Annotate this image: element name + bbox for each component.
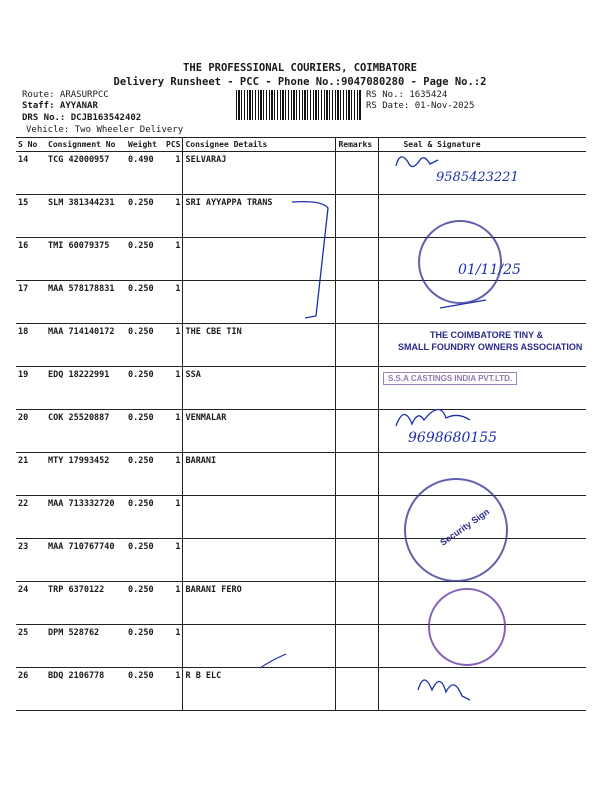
row-consignee: SELVARAJ [183,152,336,195]
row-weight: 0.250 [126,367,164,410]
row-weight: 0.250 [126,668,164,711]
stamp-tiny-line2: SMALL FOUNDRY OWNERS ASSOCIATION [398,342,583,352]
col-consignment: Consignment No [46,138,126,152]
handwritten-phone-2: 9698680155 [408,430,498,446]
signature-stroke [396,409,470,426]
row-consignee: VENMALAR [183,410,336,453]
row-weight: 0.490 [126,152,164,195]
vehicle-label: Vehicle: Two Wheeler Delivery [26,125,184,135]
row-consignee: BARANI [183,453,336,496]
row-sno: 25 [16,625,46,668]
row-weight: 0.250 [126,496,164,539]
row-consignment: MAA 578178831 [46,281,126,324]
handwritten-date: 01/11/25 [458,262,521,278]
row-pcs: 1 [164,152,183,195]
runsheet-subtitle: Delivery Runsheet - PCC - Phone No.:9047080280 - Page No.:2 [113,76,487,88]
drs-label: DRS No.: DCJB163542402 [22,113,142,123]
col-sno: S No [16,138,46,152]
row-sno: 15 [16,195,46,238]
row-pcs: 1 [164,238,183,281]
row-consignment: BDQ 2106778 [46,668,126,711]
row-sno: 14 [16,152,46,195]
row-pcs: 1 [164,410,183,453]
row-consignee: SRI AYYAPPA TRANS [183,195,336,238]
rs-number: RS No.: 1635424 [366,90,448,100]
row-consignment: MAA 714140172 [46,324,126,367]
row-weight: 0.250 [126,539,164,582]
row-weight: 0.250 [126,324,164,367]
row-pcs: 1 [164,539,183,582]
row-consignment: DPM 528762 [46,625,126,668]
row-consignee: BARANI FERO [183,582,336,625]
company-title: THE PROFESSIONAL COURIERS, COIMBATORE [183,62,417,74]
row-weight: 0.250 [126,195,164,238]
row-pcs: 1 [164,625,183,668]
row-sno: 24 [16,582,46,625]
signature-stroke [418,680,470,700]
row-consignment: TCG 42000957 [46,152,126,195]
rs-date: RS Date: 01-Nov-2025 [366,101,475,111]
row-consignment: EDQ 18222991 [46,367,126,410]
row-consignment: MTY 17993452 [46,453,126,496]
bracket-stroke [292,202,328,318]
handwritten-phone-1: 9585423221 [436,170,519,185]
row-pcs: 1 [164,281,183,324]
row-pcs: 1 [164,496,183,539]
row-sno: 18 [16,324,46,367]
row-pcs: 1 [164,453,183,496]
stamp-ssa: S.S.A CASTINGS INDIA PVT.LTD. [383,372,517,385]
staff-label: Staff: AYYANAR [22,101,98,111]
round-stamp [428,588,506,666]
row-sno: 20 [16,410,46,453]
col-pcs: PCS [164,138,183,152]
row-weight: 0.250 [126,453,164,496]
row-pcs: 1 [164,195,183,238]
row-consignment: TRP 6370122 [46,582,126,625]
row-consignment: MAA 710767740 [46,539,126,582]
row-weight: 0.250 [126,625,164,668]
route-label: Route: ARASURPCC [22,90,109,100]
row-pcs: 1 [164,324,183,367]
row-sno: 16 [16,238,46,281]
row-sno: 19 [16,367,46,410]
stamp-tiny-line1: THE COIMBATORE TINY & [430,330,544,340]
mark-stroke [260,654,286,668]
row-pcs: 1 [164,582,183,625]
row-sno: 17 [16,281,46,324]
row-sno: 21 [16,453,46,496]
col-remarks: Remarks [336,138,379,152]
row-consignment: MAA 713332720 [46,496,126,539]
row-sno: 23 [16,539,46,582]
round-stamp [418,220,502,304]
row-consignment: COK 25520887 [46,410,126,453]
row-consignment: SLM 381344231 [46,195,126,238]
col-consignee: Consignee Details [183,138,336,152]
row-weight: 0.250 [126,238,164,281]
row-consignee: THE CBE TIN [183,324,336,367]
row-consignee: SSA [183,367,336,410]
row-consignment: TMI 60079375 [46,238,126,281]
col-weight: Weight [126,138,164,152]
stamp-security: Security Sign [438,506,492,548]
row-pcs: 1 [164,367,183,410]
row-weight: 0.250 [126,582,164,625]
row-sno: 26 [16,668,46,711]
signature-stroke [396,157,438,167]
col-seal: Seal & Signature [379,138,586,152]
row-consignee: R B ELC [183,668,336,711]
row-sno: 22 [16,496,46,539]
row-pcs: 1 [164,668,183,711]
row-weight: 0.250 [126,410,164,453]
row-weight: 0.250 [126,281,164,324]
